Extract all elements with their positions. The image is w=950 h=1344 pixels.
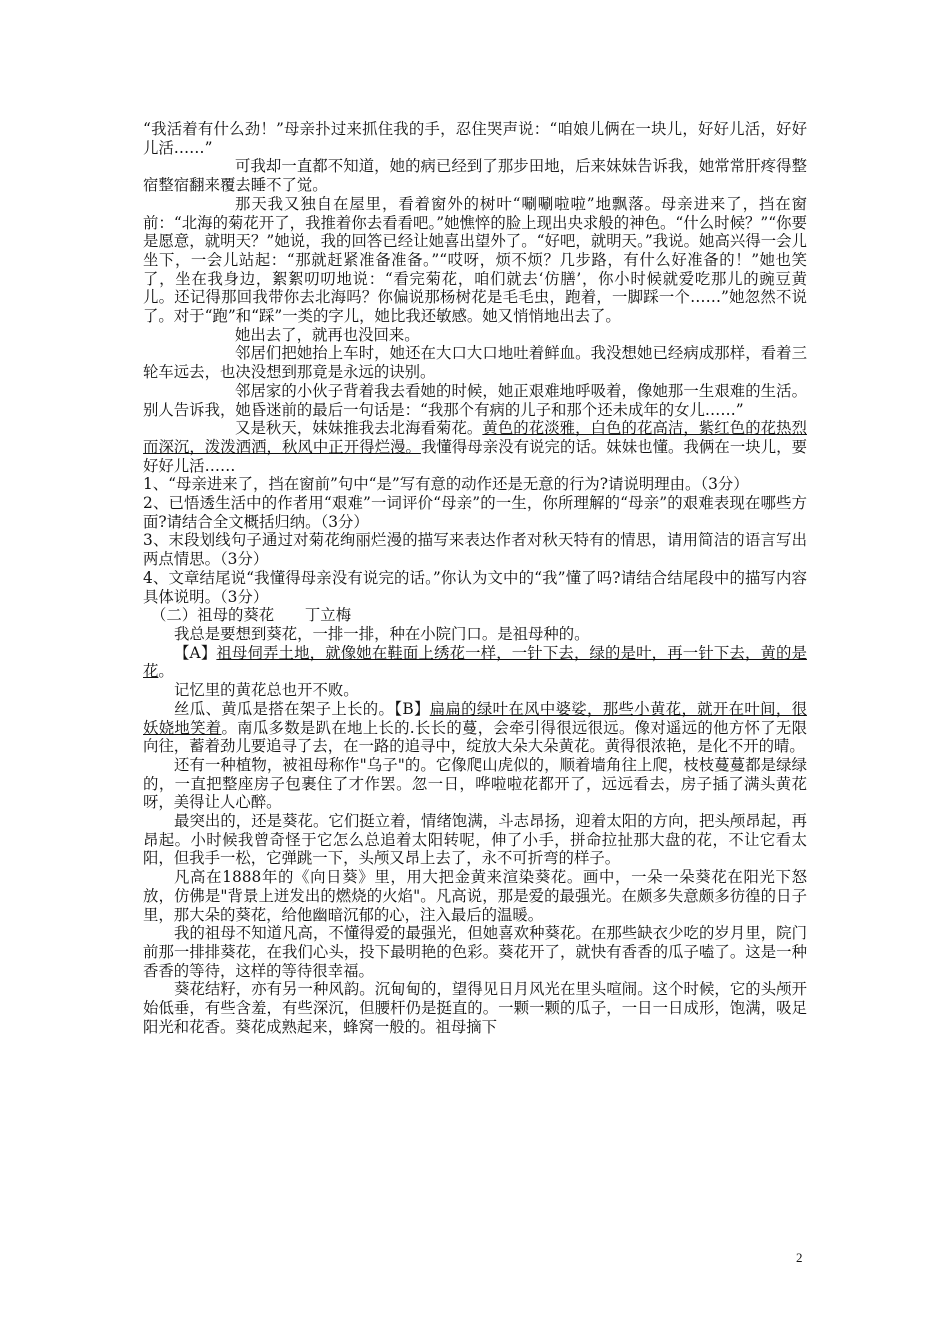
paragraph: 葵花结籽，亦有另一种风韵。沉甸甸的，望得见日月风光在里头喧闹。这个时候，它的头颅开始低垂，有些含羞，有些深沉，但腰杆仍是挺直的。一颗一颗的瓜子，一日一日成形，饱满，吸足阳光和花香。葵花成熟起来，蜂窝一般的。祖母摘下 (143, 980, 807, 1036)
section-heading: （二）祖母的葵花 丁立梅 (151, 606, 352, 625)
paragraph: 我总是要想到葵花，一排一排，种在小院门口。是祖母种的。 (174, 624, 590, 643)
underlined-sentence: 黄色的花淡雅，白色的花高洁，紫红色的花热烈而深沉，泼泼洒洒，秋风中正开得烂漫。 (143, 419, 807, 456)
document-body (143, 120, 807, 1036)
text-run: 又是秋天，妹妹推我去北海看菊花。 (235, 419, 483, 438)
paragraph: 最突出的，还是葵花。它们挺立着，情绪饱满，斗志昂扬，迎着太阳的方向，把头颅昂起，再昂起。小时候我曾奇怪于它怎么总追着太阳转呢，伸了小手，拼命拉扯那大盘的花，不让它看太阳，但我手一松，它弹跳一下，头颅又昂上去了，永不可折弯的样子。 (143, 812, 807, 868)
paragraph (143, 419, 807, 475)
paragraph: 邻居们把她抬上车时，她还在大口大口地吐着鲜血。我没想她已经病成那样，看着三轮车远去，也决没想到那竟是永远的诀别。 (143, 344, 807, 382)
text-run: 我懂得母亲没有说完的话。妹妹也懂。我俩在一块儿，要好好儿活…… (143, 437, 807, 475)
question-1: 1、“母亲进来了，挡在窗前”句中“是”写有意的动作还是无意的行为?请说明理由。（3分） (143, 475, 749, 494)
paragraph: 她出去了，就再也没回来。 (235, 325, 420, 344)
question-4: 4、文章结尾说“我懂得母亲没有说完的话。”你认为文中的“我”懂了吗?请结合结尾段中的描写内容具体说明。（3分） (143, 568, 807, 606)
page-number: 2 (796, 1250, 803, 1265)
underlined-sentence-b: 扁扁的绿叶在风中婆娑，那些小黄花，就开在叶间，很妖娆地笑着 (143, 699, 807, 737)
paragraph: “我活着有什么劲！”母亲扑过来抓住我的手，忍住哭声说：“咱娘儿俩在一块儿，好好儿活，好好儿活……” (143, 120, 807, 157)
text-run: 。南瓜多数是趴在地上长的.长长的蔓，会牵引得很远很远。像对遥远的他方怀了无限向往，蓄着劲儿要追寻了去，在一路的追寻中，绽放大朵大朵黄花。黄得很浓艳，是化不开的晴。 (143, 718, 807, 756)
paragraph: 凡高在1888年的《向日葵》里，用大把金黄来渲染葵花。画中，一朵一朵葵花在阳光下怒放，仿佛是"背景上迸发出的燃烧的火焰"。凡高说，那是爱的最强光。在颇多失意颇多彷徨的日子里，那大朵的葵花，给他幽暗沉郁的心，注入最后的温暖。 (143, 868, 807, 924)
paragraph: 邻居家的小伙子背着我去看她的时候，她正艰难地呼吸着，像她那一生艰难的生活。别人告诉我，她昏迷前的最后一句话是：“我那个有病的儿子和那个还未成年的女儿……” (143, 381, 807, 419)
text-run: 丝瓜、黄瓜是搭在架子上长的。 (174, 699, 395, 718)
text-run: 。 (158, 662, 174, 681)
paragraph: 还有一种植物，被祖母称作"乌子"的。它像爬山虎似的，顺着墙角往上爬，枝枝蔓蔓都是绿绿的，一直把整座房子包裹住了才作罢。忽一日，哗啦啦花都开了，远远看去，房子插了满头黄花呀，美得让人心醉。 (143, 755, 807, 812)
paragraph (143, 644, 807, 681)
marker-a: 【A】 (174, 643, 217, 662)
paragraph: 可我却一直都不知道，她的病已经到了那步田地，后来妹妹告诉我，她常常肝疼得整宿整宿翻来覆去睡不了觉。 (143, 157, 807, 195)
paragraph (143, 700, 807, 756)
question-3: 3、末段划线句子通过对菊花绚丽烂漫的描写来表达作者对秋天特有的情思，请用简洁的语言写出两点情思。（3分） (143, 531, 807, 569)
marker-b: 【B】 (394, 699, 430, 718)
paragraph: 我的祖母不知道凡高，不懂得爱的最强光，但她喜欢种葵花。在那些缺衣少吃的岁月里，院门前那一排排葵花，在我们心头，投下最明艳的色彩。葵花开了，就快有香香的瓜子嗑了。这是一种香香的等待，这样的等待很幸福。 (143, 924, 807, 980)
underlined-sentence-a: 祖母伺弄土地，就像她在鞋面上绣花一样，一针下去，绿的是叶，再一针下去，黄的是花 (143, 643, 807, 681)
paragraph: 那天我又独自在屋里，看着窗外的树叶“唰唰啦啦”地飘落。母亲进来了，挡在窗前：“北海的菊花开了，我推着你去看看吧。”她憔悴的脸上现出央求般的神色。“什么时候？”“你要是愿意，就明天？”她说，我的回答已经让她喜出望外了。“好吧，就明天。”我说。她高兴得一会儿坐下，一会儿站起：“那就赶紧准备准备。”“哎呀，烦不烦？几步路，有什么好准备的！”她也笑了，坐在我身边，絮絮叨叨地说：“看完菊花，咱们就去‘仿膳’，你小时候就爱吃那儿的豌豆黄儿。还记得那回我带你去北海吗？你偏说那杨树花是毛毛虫，跑着，一脚踩一个……”她忽然不说了。对于“跑”和“踩”一类的字儿，她比我还敏感。她又悄悄地出去了。 (143, 194, 807, 326)
paragraph: 记忆里的黄花总也开不败。 (174, 681, 359, 700)
question-2: 2、已悟透生活中的作者用“艰难”一词评价“母亲”的一生，你所理解的“母亲”的艰难表现在哪些方面?请结合全文概括归纳。（3分） (143, 494, 807, 531)
